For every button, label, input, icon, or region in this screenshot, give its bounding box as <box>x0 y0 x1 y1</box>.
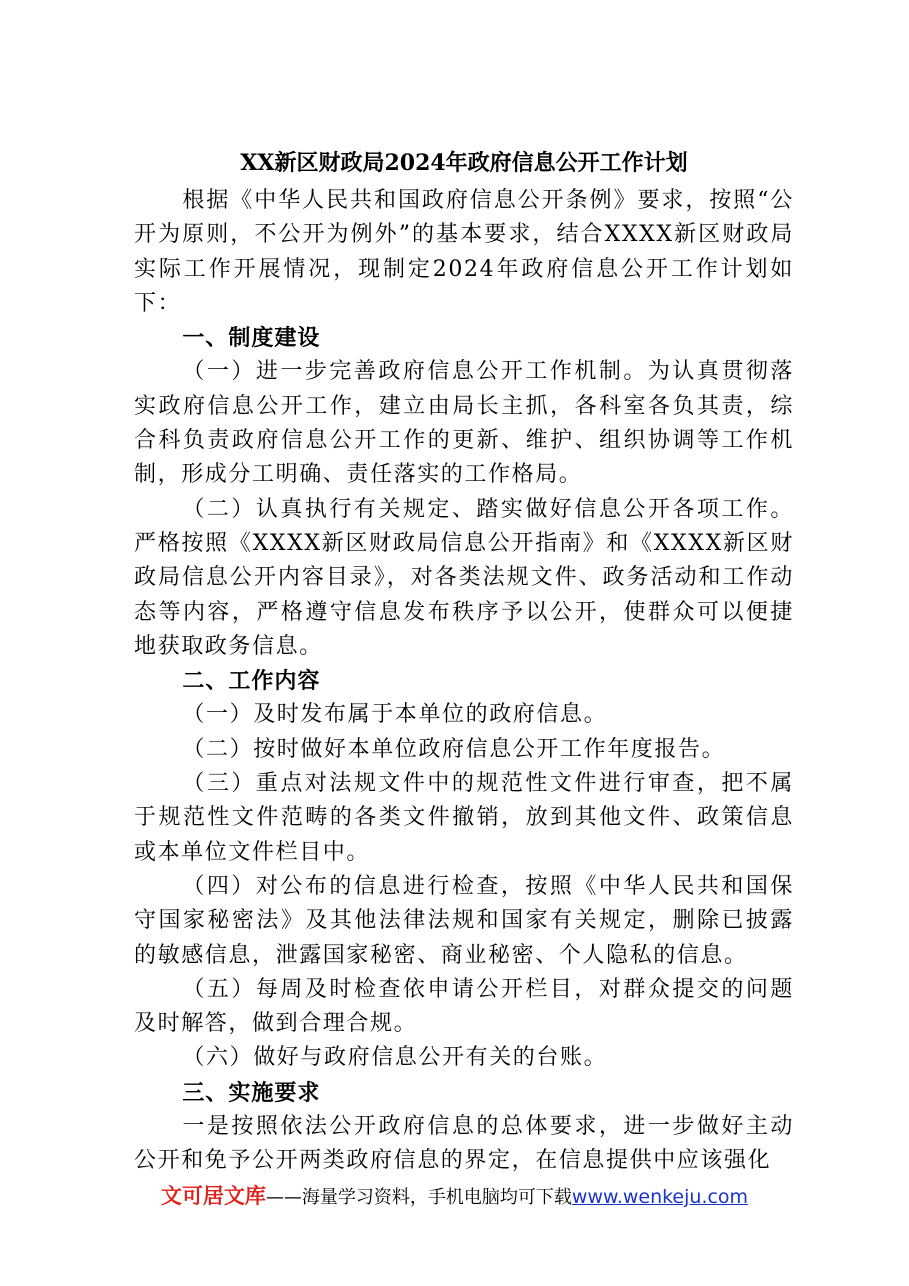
paragraph: （一）及时发布属于本单位的政府信息。 <box>182 702 608 728</box>
paragraph: （五）每周及时检查依申请公开栏目，对群众提交的问题及时解答，做到合理合规。 <box>134 976 794 1037</box>
section-heading-2: 二、工作内容 <box>182 668 321 695</box>
paragraph: 一是按照依法公开政府信息的总体要求，进一步做好主动公开和免予公开两类政府信息的界定，在信息提供中应该强化 <box>134 1114 794 1174</box>
document-body <box>134 184 794 1179</box>
paragraph: （一）进一步完善政府信息公开工作机制。为认真贯彻落实政府信息公开工作，建立由局长主抓，各科室各负其责，综合科负责政府信息公开工作的更新、维护、组织协调等工作机制，形成分工明确、责任落实的工作格局。 <box>134 359 794 488</box>
document-title: XX新区财政局2024年政府信息公开工作计划 <box>240 150 688 176</box>
section-heading-3: 三、实施要求 <box>182 1079 321 1106</box>
footer-tagline: ——海量学习资料，手机电脑均可下载 <box>265 1187 572 1208</box>
paragraph: （二）认真执行有关规定、踏实做好信息公开各项工作。严格按照《XXXX新区财政局信息公开指南》和《XXXX新区财政局信息公开内容目录》，对各类法规文件、政务活动和工作动态等内容，严格遵守信息发布秩序予以公开，使群众可以便捷地获取政务信息。 <box>134 496 794 659</box>
footer-banner <box>0 1182 909 1212</box>
paragraph: （二）按时做好本单位政府信息公开工作年度报告。 <box>182 736 726 762</box>
footer-url-link[interactable]: www.wenkeju.com <box>571 1186 749 1208</box>
paragraph: （三）重点对法规文件中的规范性文件进行审查，把不属于规范性文件范畴的各类文件撤销，放到其他文件、政策信息或本单位文件栏目中。 <box>134 771 794 865</box>
section-heading-1: 一、制度建设 <box>182 325 321 352</box>
footer-brand: 文可居文库 <box>160 1184 266 1208</box>
paragraph-intro: 根据《中华人民共和国政府信息公开条例》要求，按照“公开为原则，不公开为例外”的基本要求，结合XXXX新区财政局实际工作开展情况，现制定2024年政府信息公开工作计划如下： <box>134 188 794 316</box>
paragraph: （四）对公布的信息进行检查，按照《中华人民共和国保守国家秘密法》及其他法律法规和国家有关规定，删除已披露的敏感信息，泄露国家秘密、商业秘密、个人隐私的信息。 <box>134 873 794 968</box>
paragraph: （六）做好与政府信息公开有关的台账。 <box>182 1045 608 1071</box>
